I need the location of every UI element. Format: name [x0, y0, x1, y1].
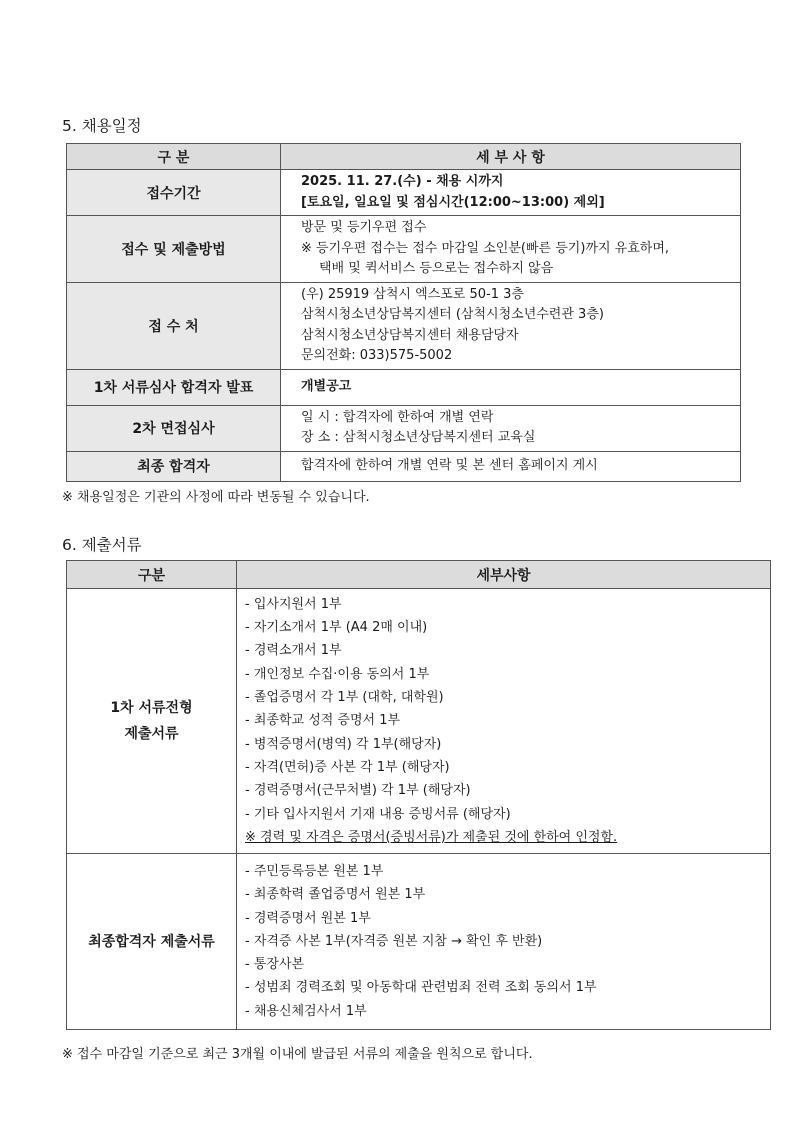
schedule-row [67, 369, 741, 405]
document-item: - 자격(면허)증 사본 각 1부 (해당자) [245, 759, 450, 775]
schedule-row-label: 2차 면접심사 [67, 405, 281, 451]
detail-line: [토요일, 일요일 및 점심시간(12:00~13:00) 제외] [301, 194, 605, 210]
documents-row-final [67, 854, 771, 1030]
first-stage-note: ※ 경력 및 자격은 증명서(증빙서류)가 제출된 것에 한하여 인정함. [245, 829, 618, 845]
schedule-row-label: 최종 합격자 [67, 451, 281, 481]
schedule-row-label: 1차 서류심사 합격자 발표 [67, 369, 281, 405]
schedule-row-detail [281, 282, 741, 369]
detail-line: 문의전화: 033)575-5002 [301, 348, 453, 363]
schedule-row [67, 170, 741, 216]
document-item: - 최종학교 성적 증명서 1부 [245, 713, 401, 729]
schedule-note: ※ 채용일정은 기관의 사정에 따라 변동될 수 있습니다. [62, 490, 370, 505]
document-item: - 주민등록등본 원본 1부 [245, 863, 384, 879]
document-item: - 기타 입사지원서 기재 내용 증빙서류 (해당자) [245, 806, 511, 822]
detail-line: 개별공고 [301, 378, 352, 394]
section-5-title: 5. 채용일정 [62, 117, 142, 135]
documents-header-row [67, 561, 771, 589]
document-item: - 통장사본 [245, 957, 305, 973]
detail-line: 합격자에 한하여 개별 연락 및 본 센터 홈페이지 게시 [301, 457, 598, 473]
detail-line: 2025. 11. 27.(수) - 채용 시까지 [301, 174, 504, 189]
document-item: - 성범죄 경력조회 및 아동학대 관련범죄 전력 조회 동의서 1부 [245, 980, 597, 996]
schedule-row [67, 282, 741, 369]
detail-line: 방문 및 등기우편 접수 [301, 220, 427, 235]
document-item: - 경력소개서 1부 [245, 643, 342, 659]
document-item: - 개인정보 수집·이용 동의서 1부 [245, 666, 430, 682]
detail-line: 삼척시청소년상담복지센터 채용담당자 [301, 327, 519, 343]
schedule-row [67, 451, 741, 481]
document-item: - 경력증명서(근무처별) 각 1부 (해당자) [245, 783, 471, 799]
document-item: - 자기소개서 1부 (A4 2매 이내) [245, 620, 428, 636]
first-stage-label-line2: 제출서류 [124, 726, 179, 742]
document-item: - 최종학력 졸업증명서 원본 1부 [245, 887, 426, 903]
schedule-header-category: 구 분 [67, 144, 281, 170]
final-stage-documents [237, 854, 771, 1030]
schedule-row-label: 접 수 처 [67, 282, 281, 369]
schedule-row [67, 405, 741, 451]
detail-line: (우) 25919 삼척시 엑스포로 50-1 3층 [301, 286, 524, 302]
schedule-table [66, 143, 741, 482]
schedule-row-detail [281, 369, 741, 405]
document-item: - 입사지원서 1부 [245, 596, 342, 612]
detail-line: 장 소 : 삼척시청소년상담복지센터 교육실 [301, 430, 536, 445]
documents-row-first [67, 589, 771, 854]
schedule-row-detail [281, 451, 741, 481]
schedule-row [67, 216, 741, 283]
documents-header-details: 세부사항 [237, 561, 771, 589]
document-item: - 병적증명서(병역) 각 1부(해당자) [245, 736, 442, 752]
schedule-row-label: 접수기간 [67, 170, 281, 216]
schedule-row-detail [281, 170, 741, 216]
section-6-title: 6. 제출서류 [62, 536, 142, 554]
document-item: - 경력증명서 원본 1부 [245, 910, 371, 926]
schedule-row-detail [281, 216, 741, 283]
documents-table [66, 560, 771, 1030]
document-item: - 채용신체검사서 1부 [245, 1003, 367, 1019]
detail-line: ※ 등기우편 접수는 접수 마감일 소인분(빠른 등기)까지 유효하며, [301, 240, 670, 256]
schedule-header-details: 세 부 사 항 [281, 144, 741, 170]
first-stage-documents [237, 589, 771, 854]
documents-note: ※ 접수 마감일 기준으로 최근 3개월 이내에 발급된 서류의 제출을 원칙으로 합니다. [62, 1047, 533, 1062]
document-item: - 졸업증명서 각 1부 (대학, 대학원) [245, 690, 444, 706]
detail-line: 일 시 : 합격자에 한하여 개별 연락 [301, 409, 494, 425]
detail-line: 삼척시청소년상담복지센터 (삼척시청소년수련관 3층) [301, 307, 604, 322]
schedule-row-label: 접수 및 제출방법 [67, 216, 281, 283]
documents-header-category: 구분 [67, 561, 237, 589]
schedule-row-detail [281, 405, 741, 451]
document-item: - 자격증 사본 1부(자격증 원본 지참 → 확인 후 반환) [245, 933, 543, 949]
detail-line: 택배 및 퀵서비스 등으로는 접수하지 않음 [319, 261, 554, 276]
first-stage-label [67, 589, 237, 854]
schedule-header-row [67, 144, 741, 170]
final-stage-label: 최종합격자 제출서류 [67, 854, 237, 1030]
first-stage-label-line1: 1차 서류전형 [110, 700, 193, 716]
